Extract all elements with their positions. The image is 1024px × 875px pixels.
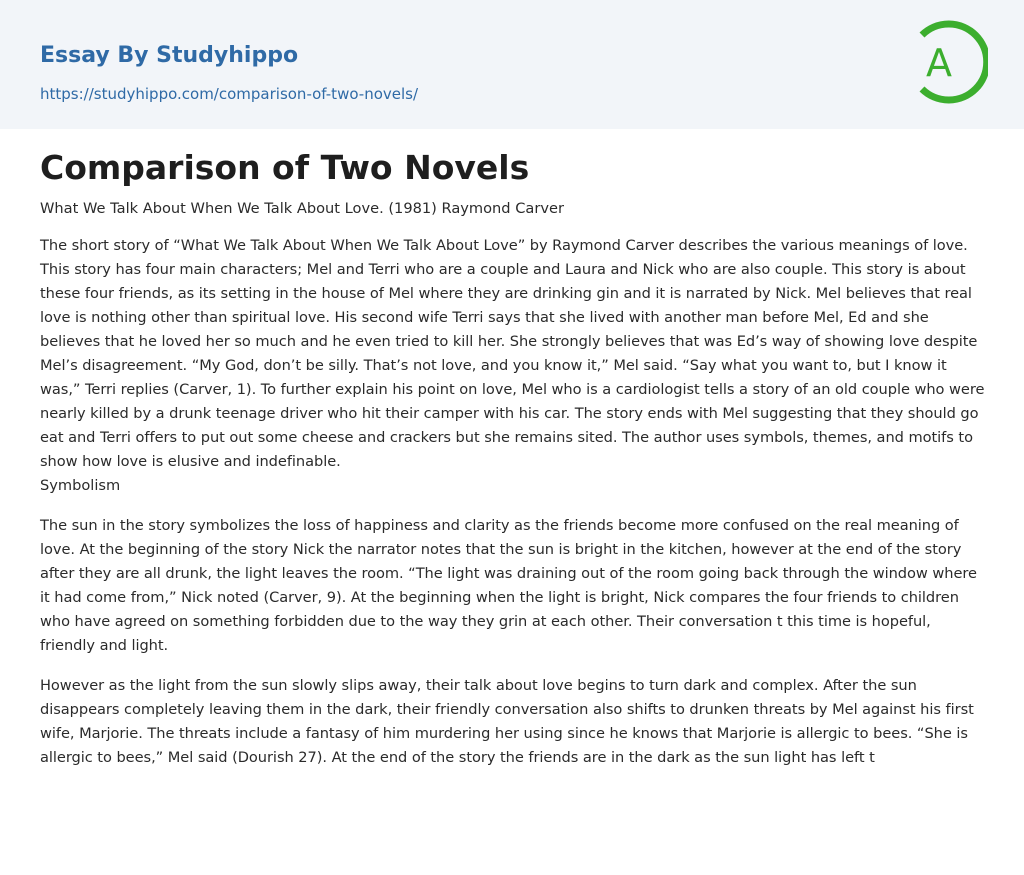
section-heading: Symbolism [40, 477, 121, 494]
studyhippo-logo-icon[interactable] [910, 18, 988, 106]
logo-letter: A [926, 41, 952, 85]
essay-content [40, 146, 986, 770]
essay-paragraph: The short story of “What We Talk About When We Talk About Love” by Raymond Carver describes the various meanings of love. This story has four main characters; Mel and Terri who are a couple and Laura and Nick who are also couple. This story is about these four friends, as its setting in the house of Mel where they are drinking gin and it is narrated by Nick. Mel believes that real love is nothing other than spiritual love. His second wife Terri says that she lived with another man before Mel, Ed and she believes that he loved her so much and he even tried to kill her. She strongly believes that was Ed’s way of showing love despite Mel’s disagreement. “My God, don’t be silly. That’s not love, and you know it,” Mel said. “Say what you want to, but I know it was,” Terri replies (Carver, 1). To further explain his point on love, Mel who is a cardiologist tells a story of an old couple who were nearly killed by a drunk teenage driver who hit their camper with his car. The story ends with Mel suggesting that they should go eat and Terri offers to put out some cheese and crackers but she remains sited. The author uses symbols, themes, and motifs to show how love is elusive and indefinable. [40, 237, 985, 470]
essay-paragraph: The sun in the story symbolizes the loss of happiness and clarity as the friends become more confused on the real meaning of love. At the beginning of the story Nick the narrator notes that the sun is bright in the kitchen, however at the end of the story after they are all drunk, the light leaves the room. “The light was draining out of the room going back through the window where it had come from,” Nick noted (Carver, 9). At the beginning when the light is bright, Nick compares the four friends to children who have agreed on something forbidden due to the way they grin at each other. Their conversation t this time is hopeful, friendly and light. [40, 517, 977, 654]
essay-paragraph: However as the light from the sun slowly slips away, their talk about love begins to turn dark and complex. After the sun disappears completely leaving them in the dark, their friendly conversation also shifts to drunken threats by Mel against his first wife, Marjorie. The threats include a fantasy of him murdering her using since he knows that Marjorie is allergic to bees. “She is allergic to bees,” Mel said (Dourish 27). At the end of the story the friends are in the dark as the sun light has left t [40, 677, 974, 766]
site-title: Essay By Studyhippo [40, 43, 299, 68]
site-header [0, 0, 1024, 129]
page-title: Comparison of Two Novels [40, 148, 530, 187]
essay-subtitle: What We Talk About When We Talk About Love. (1981) Raymond Carver [40, 200, 564, 217]
essay-url-link[interactable]: https://studyhippo.com/comparison-of-two-novels/ [40, 85, 419, 103]
